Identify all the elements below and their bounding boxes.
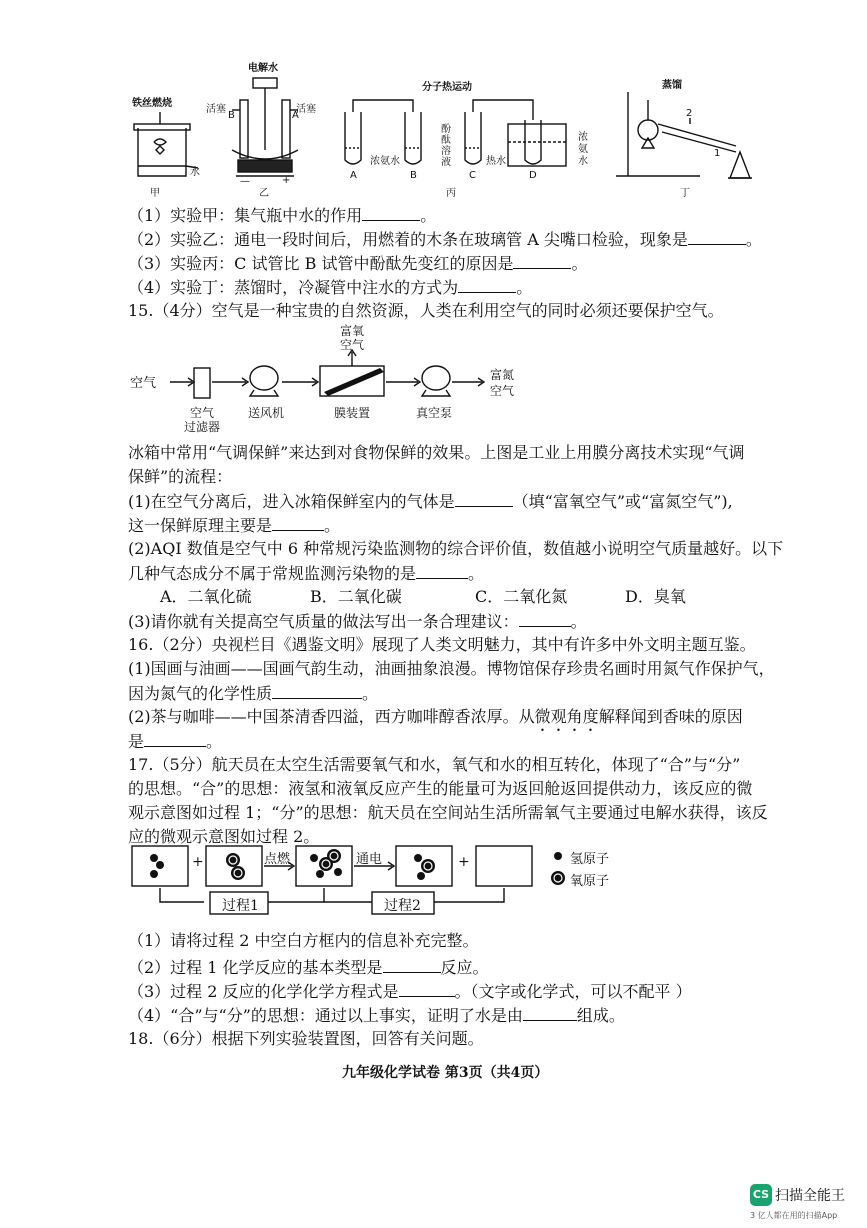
q15-part-3: (3)请你就有关提高空气质量的做法写出一条合理建议： 。 bbox=[128, 612, 587, 631]
q14-item-2: （2）实验乙：通电一段时间后，用燃着的木条在玻璃管 A 尖嘴口检验，现象是 。 bbox=[128, 230, 762, 249]
yi-valve-b: 活塞 bbox=[206, 104, 226, 115]
option-d[interactable]: D．臭氧 bbox=[625, 587, 686, 606]
answer-blank[interactable] bbox=[416, 562, 468, 579]
apparatus-drawings bbox=[0, 0, 867, 200]
answer-blank[interactable] bbox=[688, 228, 746, 245]
bing-phenol-4: 液 bbox=[441, 157, 451, 168]
jia-water-label: 水 bbox=[190, 167, 200, 178]
flow-filter-2: 过滤器 bbox=[184, 420, 221, 434]
q16-part-1a: (1)国画与油画——国画气韵生动，油画抽象浪漫。博物馆保存珍贵名画时用氮气作保护气， bbox=[128, 659, 775, 678]
ignite-label: 点燃 bbox=[264, 852, 291, 867]
bing-label: 丙 bbox=[446, 188, 456, 199]
gas-jar-illustration bbox=[134, 112, 198, 176]
ding-num2: 2 bbox=[686, 108, 693, 119]
apparatus-figure bbox=[0, 0, 867, 200]
scanner-watermark bbox=[750, 1184, 845, 1220]
option-a[interactable]: A．二氧化硫 bbox=[160, 587, 252, 606]
electrolysis-label: 通电 bbox=[356, 852, 383, 867]
yi-label: 乙 bbox=[259, 188, 269, 199]
bing-tube-a: A bbox=[350, 170, 357, 181]
q15-options bbox=[160, 586, 686, 608]
process1-label: 过程1 bbox=[222, 898, 259, 914]
ding-title: 蒸馏 bbox=[662, 80, 682, 91]
bing-conc-ammonia2-3: 水 bbox=[578, 156, 588, 167]
q15-part-1b: 这一保鲜原理主要是 。 bbox=[128, 516, 341, 535]
legend-hydrogen: 氢原子 bbox=[570, 852, 610, 867]
electrolysis-apparatus-illustration bbox=[232, 78, 298, 176]
flow-blower: 送风机 bbox=[248, 406, 285, 420]
option-b[interactable]: B．二氧化碳 bbox=[310, 587, 402, 606]
answer-blank[interactable] bbox=[455, 490, 513, 507]
flow-output-1: 富氮 bbox=[490, 368, 515, 382]
scanner-tagline: 3 亿人都在用的扫描App bbox=[750, 1211, 838, 1220]
q17-item-1: （1）请将过程 2 中空白方框内的信息补充完整。 bbox=[128, 931, 479, 950]
q15-part-1: (1)在空气分离后，进入冰箱保鲜室内的气体是 （填“富氧空气”或“富氮空气”), bbox=[128, 492, 733, 511]
flow-input: 空气 bbox=[130, 376, 157, 391]
flow-membrane: 膜装置 bbox=[334, 406, 371, 420]
answer-blank[interactable] bbox=[144, 730, 206, 747]
flow-top-2: 空气 bbox=[340, 338, 365, 352]
answer-blank[interactable] bbox=[519, 610, 571, 627]
q17-item-4: （4）“合”与“分”的思想：通过以上事实，证明了水是由 组成。 bbox=[128, 1006, 625, 1025]
answer-blank[interactable] bbox=[272, 514, 324, 531]
yi-plus: + bbox=[282, 175, 291, 186]
q17-stem-1: 17.（5分）航天员在太空生活需要氧气和水，氧气和水的相互转化，体现了“合”与“分” bbox=[128, 755, 741, 774]
q14-item-1: （1）实验甲：集气瓶中水的作用 。 bbox=[128, 206, 437, 225]
yi-minus: — bbox=[240, 176, 250, 187]
bing-phenol-1: 酚 bbox=[441, 124, 451, 135]
q15-stem: 15.（4分）空气是一种宝贵的自然资源，人类在利用空气的同时必须还要保护空气。 bbox=[128, 301, 724, 320]
bing-tube-b: B bbox=[410, 170, 417, 181]
q17-stem-3: 观示意图如过程 1；“分”的思想：航天员在空间站生活所需氧气主要通过电解水获得，该反 bbox=[128, 803, 768, 822]
yi-valve-a: 活塞 bbox=[296, 104, 316, 115]
bing-phenol-2: 酞 bbox=[441, 135, 451, 146]
q17-item-2: （2）过程 1 化学反应的基本类型是 反应。 bbox=[128, 958, 489, 977]
answer-blank[interactable] bbox=[272, 682, 362, 699]
legend-oxygen: 氧原子 bbox=[570, 874, 610, 889]
yi-a-label: A bbox=[292, 110, 299, 121]
q17-stem-4: 应的微观示意图如过程 2。 bbox=[128, 827, 320, 846]
plus-sign: + bbox=[458, 854, 470, 870]
bing-conc-ammonia2-1: 浓 bbox=[578, 132, 588, 143]
answer-blank[interactable] bbox=[513, 252, 571, 269]
scanner-logo: CS bbox=[750, 1184, 772, 1206]
molecule-process-diagram bbox=[128, 842, 648, 924]
answer-blank[interactable] bbox=[458, 276, 516, 293]
plus-sign: + bbox=[192, 854, 204, 870]
q15-intro-2: 保鲜”的流程： bbox=[128, 467, 233, 486]
q17-item-3: （3）过程 2 反应的化学化学方程式是 。（文字或化学式，可以不配平 ） bbox=[128, 982, 692, 1001]
q15-part-2b: 几种气态成分不属于常规监测污染物的是 。 bbox=[128, 564, 485, 583]
bing-conc-ammonia2-2: 氨 bbox=[578, 144, 588, 155]
bing-conc-ammonia: 浓氨水 bbox=[370, 156, 400, 167]
flow-vacuum: 真空泵 bbox=[416, 406, 453, 420]
answer-blank[interactable] bbox=[362, 204, 420, 221]
ding-label: 丁 bbox=[680, 188, 690, 199]
process2-label: 过程2 bbox=[384, 898, 421, 914]
jia-label: 甲 bbox=[150, 188, 160, 199]
flow-top-1: 富氧 bbox=[340, 324, 365, 338]
distillation-illustration bbox=[616, 92, 752, 178]
answer-blank[interactable] bbox=[383, 956, 441, 973]
scanner-name: 扫描全能王 bbox=[775, 1188, 845, 1204]
q16-part-2a: (2)茶与咖啡——中国茶清香四溢，西方咖啡醇香浓厚。从微观角度解释闻到香味的原因 bbox=[128, 707, 743, 726]
q15-intro-1: 冰箱中常用“气调保鲜”来达到对食物保鲜的效果。上图是工业上用膜分离技术实现“气调 bbox=[128, 443, 745, 462]
bing-title: 分子热运动 bbox=[422, 82, 472, 93]
q16-part-2b: 是 。 bbox=[128, 732, 223, 751]
q15-part-2a: (2)AQI 数值是空气中 6 种常规污染监测物的综合评价值，数值越小说明空气质量越好。以下 bbox=[128, 539, 784, 558]
q16-stem: 16.（2分）央视栏目《遇鉴文明》展现了人类文明魅力，其中有许多中外文明主题互鉴。 bbox=[128, 635, 756, 654]
answer-blank[interactable] bbox=[523, 1004, 577, 1021]
ding-num1: 1 bbox=[714, 148, 721, 159]
bing-tube-d: D bbox=[529, 170, 537, 181]
q18-stem: 18.（6分）根据下列实验装置图，回答有关问题。 bbox=[128, 1029, 484, 1048]
q17-stem-2: 的思想。“合”的思想：液氢和液氧反应产生的能量可为返回舱返回提供动力，该反应的微 bbox=[128, 779, 753, 798]
option-c[interactable]: C．二氧化氮 bbox=[475, 587, 568, 606]
flow-filter-1: 空气 bbox=[190, 406, 215, 420]
membrane-flow-diagram bbox=[130, 322, 530, 432]
q14-item-3: （3）实验丙：C 试管比 B 试管中酚酞先变红的原因是 。 bbox=[128, 254, 588, 273]
bing-hot-water: 热水 bbox=[486, 156, 506, 167]
flow-output-2: 空气 bbox=[490, 384, 515, 398]
q14-item-4: （4）实验丁：蒸馏时，冷凝管中注水的方式为 。 bbox=[128, 278, 533, 297]
membrane-stripe bbox=[324, 368, 384, 396]
yi-b-label: B bbox=[228, 110, 235, 121]
bing-tube-c: C bbox=[469, 170, 476, 181]
bing-phenol-3: 溶 bbox=[441, 146, 451, 157]
page-footer: 九年级化学试卷 第3页（共4页） bbox=[342, 1065, 549, 1081]
q16-part-1b: 因为氮气的化学性质 。 bbox=[128, 684, 379, 703]
answer-blank[interactable] bbox=[399, 980, 455, 997]
emphasis-text: 微观角度 bbox=[534, 707, 599, 726]
jia-title: 铁丝燃烧 bbox=[132, 98, 172, 109]
yi-title: 电解水 bbox=[248, 63, 278, 74]
